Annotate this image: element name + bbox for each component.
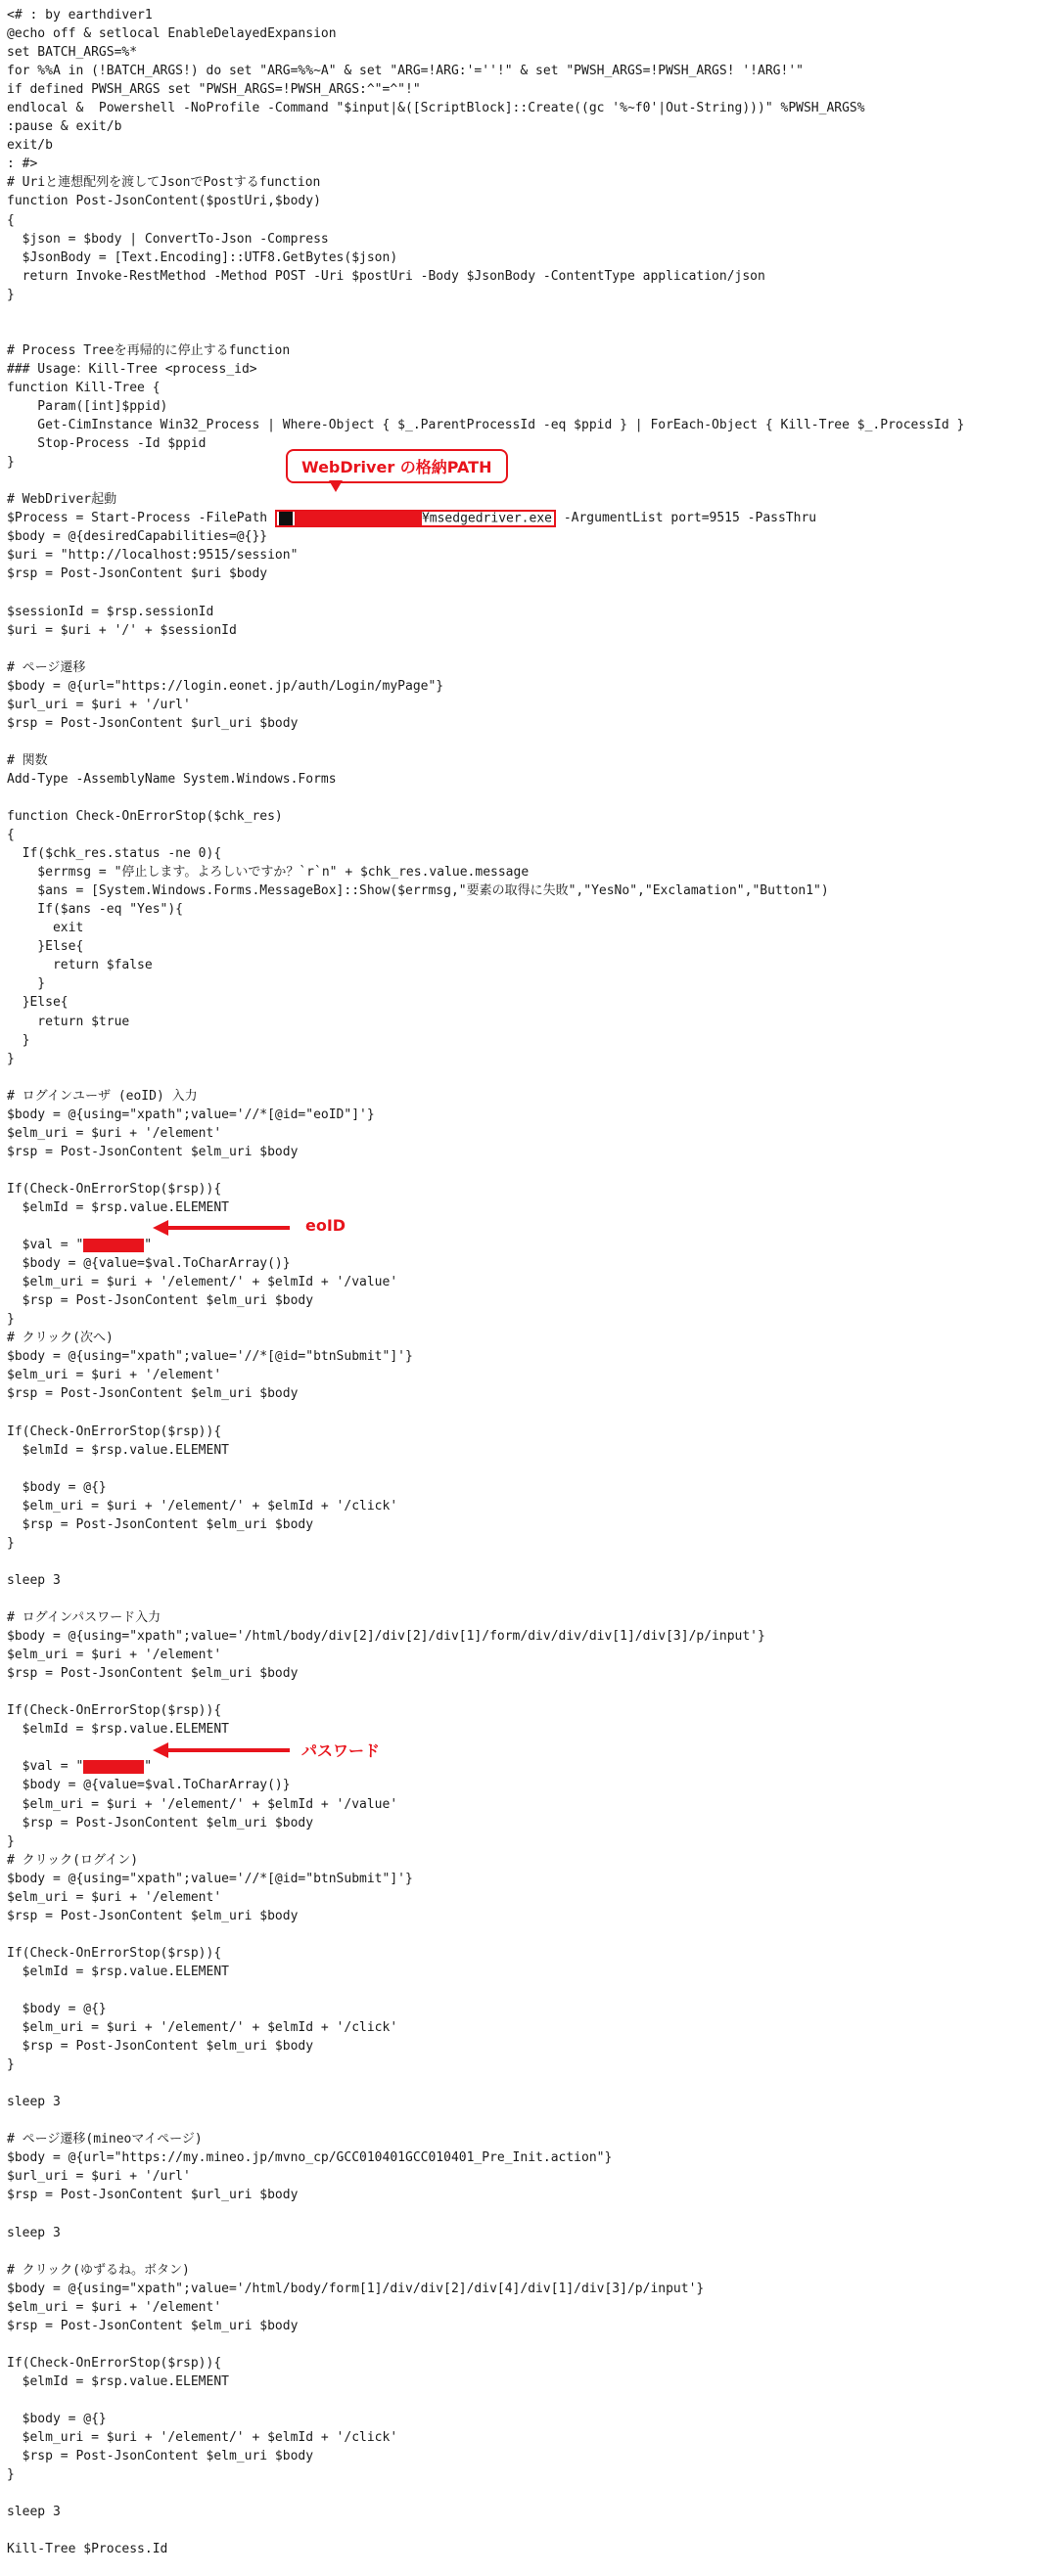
code-line xyxy=(7,2261,1054,2280)
code-line-text: ### Usage：Kill-Tree <process_id> xyxy=(7,361,257,377)
code-line xyxy=(7,2280,1054,2298)
code-line-text: $elm_uri = $uri + '/element/' + $elmId + '/click' xyxy=(7,2430,398,2446)
code-line-text: $rsp = Post-JsonContent $elm_uri $body xyxy=(7,1386,299,1402)
webdriver-path-label: WebDriver の格納PATH xyxy=(301,458,492,476)
code-line-text: } xyxy=(7,976,46,992)
code-line xyxy=(7,751,1054,770)
code-line-text: $url_uri = $uri + '/url' xyxy=(7,697,191,712)
redacted-value xyxy=(83,1760,144,1774)
code-line xyxy=(7,2186,1054,2204)
code-line-text: Get-CimInstance Win32_Process | Where-Object { $_.ParentProcessId -eq $ppid } | ForEach-Object { Kill-Tree $_.ProcessId } xyxy=(7,418,965,433)
code-line xyxy=(7,397,1054,416)
password-label: パスワード xyxy=(301,1741,381,1760)
code-line xyxy=(7,1273,1054,1291)
code-line-text: $json = $body | ConvertTo-Json -Compress xyxy=(7,231,329,247)
code-line xyxy=(7,2503,1054,2521)
code-line-text: # WebDriver起動 xyxy=(7,492,117,508)
code-line-text: # クリック(ログイン) xyxy=(7,1852,139,1868)
code-line xyxy=(7,844,1054,863)
code-line xyxy=(7,434,1054,453)
code-line-text: $body = @{} xyxy=(7,2412,107,2427)
code-line-text: } xyxy=(7,2057,15,2073)
code-line-text: $body = @{value=$val.ToCharArray()} xyxy=(7,1778,291,1793)
code-line-text: $url_uri = $uri + '/url' xyxy=(7,2169,191,2185)
code-line xyxy=(7,1198,1054,1217)
code-line-text: $elm_uri = $uri + '/element' xyxy=(7,1125,222,1141)
eoid-arrow xyxy=(166,1226,290,1230)
code-line xyxy=(7,2224,1054,2242)
code-line-text: $rsp = Post-JsonContent $elm_uri $body xyxy=(7,1815,314,1830)
code-line-text: $elm_uri = $uri + '/element/' + $elmId + '/value' xyxy=(7,1275,398,1290)
code-line xyxy=(7,2298,1054,2317)
code-line xyxy=(7,1478,1054,1497)
code-line-text: If(Check-OnErrorStop($rsp)){ xyxy=(7,1424,222,1439)
code-line-text: $errmsg = "停止します。よろしいですか？`r`n" + $chk_res.value.message xyxy=(7,865,530,881)
code-line xyxy=(7,1291,1054,1310)
code-line-text: Stop-Process -Id $ppid xyxy=(7,436,207,452)
code-line-text: # クリック(ゆずるね。ボタン) xyxy=(7,2262,190,2278)
code-line xyxy=(7,1031,1054,1050)
code-line xyxy=(7,1161,1054,1180)
code-line-text: $body = @{} xyxy=(7,1479,107,1495)
code-line-text: $body = @{using="xpath";value='//*[@id="btnSubmit"]'} xyxy=(7,1871,413,1886)
code-line xyxy=(7,136,1054,155)
code-line-text: $uri = $uri + '/' + $sessionId xyxy=(7,622,237,638)
eoid-label: eoID xyxy=(305,1216,346,1235)
code-line xyxy=(7,1310,1054,1329)
code-line-text: # ページ遷移 xyxy=(7,659,86,675)
code-line xyxy=(7,1068,1054,1087)
code-line xyxy=(7,2317,1054,2335)
code-line-text: $rsp = Post-JsonContent $elm_uri $body xyxy=(7,1293,314,1309)
code-line-text: If(Check-OnErrorStop($rsp)){ xyxy=(7,1945,222,1961)
code-line-text: $body = @{using="xpath";value='/html/body/form[1]/div/div[2]/div[4]/div[1]/div[3]/p/input'} xyxy=(7,2281,705,2296)
code-line xyxy=(7,2484,1054,2503)
code-line-text: $rsp = Post-JsonContent $elm_uri $body xyxy=(7,1144,299,1159)
code-line xyxy=(7,1087,1054,1106)
code-line xyxy=(7,379,1054,397)
code-line xyxy=(7,2242,1054,2261)
code-line xyxy=(7,509,1054,527)
code-line xyxy=(7,43,1054,62)
code-line xyxy=(7,1981,1054,2000)
code-line xyxy=(7,1608,1054,1627)
code-line xyxy=(7,286,1054,304)
code-line-text: return $false xyxy=(7,958,153,973)
code-line-text: # クリック(次へ) xyxy=(7,1331,114,1346)
code-line xyxy=(7,249,1054,267)
code-line xyxy=(7,807,1054,826)
code-line-text: <# : by earthdiver1 xyxy=(7,8,153,23)
webdriver-path-callout-tail xyxy=(329,480,343,492)
code-line-text: } xyxy=(7,2467,15,2483)
code-line xyxy=(7,192,1054,210)
code-line xyxy=(7,2373,1054,2391)
code-line-text: $elmId = $rsp.value.ELEMENT xyxy=(7,1722,229,1738)
code-line xyxy=(7,1683,1054,1701)
code-line xyxy=(7,2205,1054,2224)
code-line xyxy=(7,1720,1054,1739)
code-line-text: If(Check-OnErrorStop($rsp)){ xyxy=(7,2355,222,2371)
code-line xyxy=(7,937,1054,956)
code-line xyxy=(7,1944,1054,1963)
code-line xyxy=(7,1701,1054,1720)
code-line-text: $Process = Start-Process -FilePath xyxy=(7,511,275,526)
code-line-text: function Kill-Tree { xyxy=(7,380,161,395)
code-line-text: $elm_uri = $uri + '/element' xyxy=(7,1368,222,1383)
code-line-text: $elm_uri = $uri + '/element' xyxy=(7,2299,222,2315)
code-line-text: Add-Type -AssemblyName System.Windows.Forms xyxy=(7,771,337,787)
code-line xyxy=(7,2000,1054,2018)
code-line-text: # Uriと連想配列を渡してJsonでPostするfunction xyxy=(7,175,321,191)
code-line xyxy=(7,2037,1054,2056)
code-line xyxy=(7,1963,1054,1981)
code-line-text: # ログインパスワード入力 xyxy=(7,1610,161,1626)
code-line xyxy=(7,1124,1054,1143)
code-line-text: $elm_uri = $uri + '/element/' + $elmId + '/click' xyxy=(7,2020,398,2036)
code-line-text: $rsp = Post-JsonContent $elm_uri $body xyxy=(7,1908,299,1923)
code-line-text: } xyxy=(7,1032,30,1048)
code-line-text: exit/b xyxy=(7,138,53,154)
code-line-text: $body = @{url="https://my.mineo.jp/mvno_cp/GCC010401GCC010401_Pre_Init.action"} xyxy=(7,2150,613,2166)
driver-exe-name: ¥msedgedriver.exe xyxy=(421,511,552,526)
code-line xyxy=(7,1590,1054,1608)
code-line xyxy=(7,1404,1054,1423)
code-line-text: $rsp = Post-JsonContent $elm_uri $body xyxy=(7,2318,299,2333)
code-line xyxy=(7,1236,1054,1254)
code-line-text: @echo off & setlocal EnableDelayedExpansion xyxy=(7,26,337,42)
code-line-text: If(Check-OnErrorStop($rsp)){ xyxy=(7,1181,222,1197)
code-line xyxy=(7,490,1054,509)
code-line xyxy=(7,714,1054,733)
code-line-text: } xyxy=(7,1535,15,1551)
code-line xyxy=(7,2428,1054,2447)
code-line xyxy=(7,640,1054,658)
code-line-text: $elm_uri = $uri + '/element/' + $elmId + '/click' xyxy=(7,1498,398,1514)
code-line-text: exit xyxy=(7,921,84,936)
code-listing xyxy=(7,6,1054,2558)
code-line xyxy=(7,603,1054,621)
code-line-text: $body = @{using="xpath";value='//*[@id="eoID"]'} xyxy=(7,1107,375,1122)
code-line xyxy=(7,1460,1054,1478)
code-line xyxy=(7,863,1054,881)
code-line-text: $elmId = $rsp.value.ELEMENT xyxy=(7,2373,229,2389)
code-line xyxy=(7,1180,1054,1198)
code-line-text: $elm_uri = $uri + '/element' xyxy=(7,1889,222,1905)
code-line xyxy=(7,696,1054,714)
code-line xyxy=(7,1627,1054,1646)
code-line xyxy=(7,677,1054,696)
code-line xyxy=(7,1757,1054,1776)
code-line xyxy=(7,453,1054,472)
code-line xyxy=(7,1795,1054,1814)
code-line xyxy=(7,1814,1054,1832)
code-line-text: $elm_uri = $uri + '/element/' + $elmId + '/value' xyxy=(7,1796,398,1812)
code-line xyxy=(7,416,1054,434)
code-line-text: } xyxy=(7,1312,15,1328)
code-line xyxy=(7,956,1054,974)
code-line-text: $rsp = Post-JsonContent $elm_uri $body xyxy=(7,2039,314,2055)
code-line-text: return Invoke-RestMethod -Method POST -Uri $postUri -Body $JsonBody -ContentType application/json xyxy=(7,268,765,284)
code-line xyxy=(7,1050,1054,1068)
code-line-text: $elm_uri = $uri + '/element' xyxy=(7,1648,222,1663)
password-arrow xyxy=(166,1748,290,1752)
code-line xyxy=(7,565,1054,583)
code-line-text: Kill-Tree $Process.Id xyxy=(7,2542,168,2557)
code-line xyxy=(7,6,1054,24)
code-line xyxy=(7,2056,1054,2074)
code-line xyxy=(7,1329,1054,1347)
code-line-text: for %%A in (!BATCH_ARGS!) do set "ARG=%%~A" & set "ARG=!ARG:'=''!" & set "PWSH_ARGS=!PWSH_ARGS! '!ARG!'" xyxy=(7,64,804,79)
code-line xyxy=(7,2148,1054,2167)
code-line-text: } xyxy=(7,1833,15,1849)
code-line-text: $rsp = Post-JsonContent $url_uri $body xyxy=(7,2188,299,2203)
code-line xyxy=(7,826,1054,844)
code-line xyxy=(7,974,1054,993)
code-line xyxy=(7,1013,1054,1031)
code-line-text: sleep 3 xyxy=(7,1572,61,1588)
code-line-text: $sessionId = $rsp.sessionId xyxy=(7,604,214,619)
code-line xyxy=(7,1553,1054,1571)
code-line xyxy=(7,1441,1054,1460)
code-line xyxy=(7,2111,1054,2130)
redacted-path-mark xyxy=(279,512,293,525)
code-line-text: } xyxy=(7,287,15,302)
code-line-text: function Post-JsonContent($postUri,$body) xyxy=(7,194,321,209)
code-line xyxy=(7,1254,1054,1273)
code-line-text: $ans = [System.Windows.Forms.MessageBox]::Show($errmsg,"要素の取得に失敗","YesNo","Exclamation","Button1") xyxy=(7,883,829,899)
code-line-text: { xyxy=(7,828,15,843)
code-line xyxy=(7,2447,1054,2465)
code-line-text: $body = @{} xyxy=(7,2002,107,2017)
code-line xyxy=(7,2410,1054,2428)
code-line xyxy=(7,621,1054,640)
code-line xyxy=(7,1143,1054,1161)
code-line xyxy=(7,1534,1054,1553)
code-line-text: $rsp = Post-JsonContent $elm_uri $body xyxy=(7,2449,314,2464)
webdriver-path-callout xyxy=(286,449,508,483)
code-line-text: set BATCH_ARGS=%* xyxy=(7,45,138,61)
code-line xyxy=(7,1384,1054,1403)
code-line xyxy=(7,360,1054,379)
code-line-text: If(Check-OnErrorStop($rsp)){ xyxy=(7,1703,222,1719)
code-line xyxy=(7,1106,1054,1124)
code-line xyxy=(7,2335,1054,2354)
code-line xyxy=(7,1423,1054,1441)
code-line-text: }Else{ xyxy=(7,995,69,1011)
code-line xyxy=(7,733,1054,751)
code-line xyxy=(7,99,1054,117)
code-line xyxy=(7,2018,1054,2037)
code-line xyxy=(7,24,1054,43)
code-line-text: $body = @{using="xpath";value='/html/body/div[2]/div[2]/div[1]/form/div/div/div[1]/div[3]/p/input'} xyxy=(7,1629,765,1645)
code-line xyxy=(7,230,1054,249)
code-line-text: $val = " xyxy=(7,1759,84,1775)
code-line xyxy=(7,583,1054,602)
code-line xyxy=(7,1851,1054,1870)
code-line xyxy=(7,2093,1054,2111)
code-line xyxy=(7,789,1054,807)
code-line-text: If($ans -eq "Yes"){ xyxy=(7,902,184,918)
code-line-text: $body = @{desiredCapabilities=@{}} xyxy=(7,529,268,545)
code-line-text: $elmId = $rsp.value.ELEMENT xyxy=(7,1964,229,1979)
code-line-text: # 関数 xyxy=(7,752,48,768)
redacted-value xyxy=(83,1239,144,1252)
code-line xyxy=(7,80,1054,99)
code-line-text: sleep 3 xyxy=(7,2095,61,2110)
code-line xyxy=(7,472,1054,490)
code-line-text: # ログインユーザ (eoID) 入力 xyxy=(7,1088,198,1104)
code-line-text: $rsp = Post-JsonContent $elm_uri $body xyxy=(7,1516,314,1532)
code-line-text: } xyxy=(7,1051,15,1066)
code-line xyxy=(7,1646,1054,1664)
code-line xyxy=(7,2130,1054,2148)
code-line xyxy=(7,1870,1054,1888)
code-line xyxy=(7,546,1054,565)
code-line-text: sleep 3 xyxy=(7,2505,61,2520)
closing-quote: " xyxy=(144,1238,153,1253)
closing-quote: " xyxy=(144,1759,153,1775)
code-line xyxy=(7,993,1054,1012)
code-line xyxy=(7,2465,1054,2484)
code-line-text: : #> xyxy=(7,157,38,172)
code-line-text: { xyxy=(7,212,15,228)
code-line xyxy=(7,1888,1054,1907)
code-line-text: return $true xyxy=(7,1014,130,1029)
code-line xyxy=(7,900,1054,919)
code-line-text: } xyxy=(7,455,15,471)
redacted-path xyxy=(295,512,422,525)
code-line xyxy=(7,267,1054,286)
code-line-text: $body = @{value=$val.ToCharArray()} xyxy=(7,1256,291,1272)
code-line xyxy=(7,2521,1054,2540)
code-line xyxy=(7,304,1054,323)
code-line-text: endlocal & Powershell -NoProfile -Command "$input|&([ScriptBlock]::Create((gc '%~f0'|Out-String)))" %PWSH_ARGS% xyxy=(7,101,865,116)
webdriver-path-box xyxy=(275,510,556,528)
code-line xyxy=(7,1925,1054,1944)
code-line xyxy=(7,1776,1054,1794)
code-line xyxy=(7,323,1054,341)
code-line-text: Param([int]$ppid) xyxy=(7,398,168,414)
code-line xyxy=(7,1907,1054,1925)
code-line-text: # Process Treeを再帰的に停止するfunction xyxy=(7,342,291,358)
driver-args: -ArgumentList port=9515 -PassThru xyxy=(556,511,817,526)
code-line xyxy=(7,2354,1054,2373)
code-line-text: $rsp = Post-JsonContent $elm_uri $body xyxy=(7,1666,299,1682)
code-line xyxy=(7,1515,1054,1534)
code-line xyxy=(7,2391,1054,2410)
code-line xyxy=(7,155,1054,173)
code-line xyxy=(7,173,1054,192)
code-line-text: }Else{ xyxy=(7,939,84,955)
code-line xyxy=(7,527,1054,546)
code-line-text: if defined PWSH_ARGS set "PWSH_ARGS=!PWSH_ARGS:^"=^"!" xyxy=(7,82,421,98)
code-line-text: function Check-OnErrorStop($chk_res) xyxy=(7,809,283,825)
code-line-text: $rsp = Post-JsonContent $url_uri $body xyxy=(7,715,299,731)
code-line-text: $val = " xyxy=(7,1238,84,1253)
code-line xyxy=(7,2167,1054,2186)
code-line xyxy=(7,2074,1054,2093)
code-line-text: If($chk_res.status -ne 0){ xyxy=(7,846,222,862)
code-line-text: # ページ遷移(mineoマイページ) xyxy=(7,2132,203,2147)
code-line xyxy=(7,211,1054,230)
code-line xyxy=(7,2540,1054,2558)
code-line-text: $elmId = $rsp.value.ELEMENT xyxy=(7,1442,229,1458)
code-line xyxy=(7,341,1054,360)
code-line-text: sleep 3 xyxy=(7,2225,61,2240)
code-line xyxy=(7,1571,1054,1590)
code-line-text: $body = @{url="https://login.eonet.jp/auth/Login/myPage"} xyxy=(7,678,444,694)
code-line-text: $body = @{using="xpath";value='//*[@id="btnSubmit"]'} xyxy=(7,1349,413,1365)
code-line xyxy=(7,62,1054,80)
code-line-text: :pause & exit/b xyxy=(7,119,122,135)
code-line xyxy=(7,658,1054,677)
code-line xyxy=(7,1664,1054,1683)
code-line xyxy=(7,881,1054,900)
code-line xyxy=(7,1347,1054,1366)
code-line xyxy=(7,1497,1054,1515)
code-line-text: $uri = "http://localhost:9515/session" xyxy=(7,548,299,564)
code-line-text: $elmId = $rsp.value.ELEMENT xyxy=(7,1200,229,1215)
code-line xyxy=(7,1366,1054,1384)
code-line-text: $JsonBody = [Text.Encoding]::UTF8.GetBytes($json) xyxy=(7,249,398,265)
code-line xyxy=(7,770,1054,789)
code-line xyxy=(7,117,1054,136)
code-line xyxy=(7,1832,1054,1851)
code-line-text: $rsp = Post-JsonContent $uri $body xyxy=(7,566,268,582)
code-line xyxy=(7,919,1054,937)
